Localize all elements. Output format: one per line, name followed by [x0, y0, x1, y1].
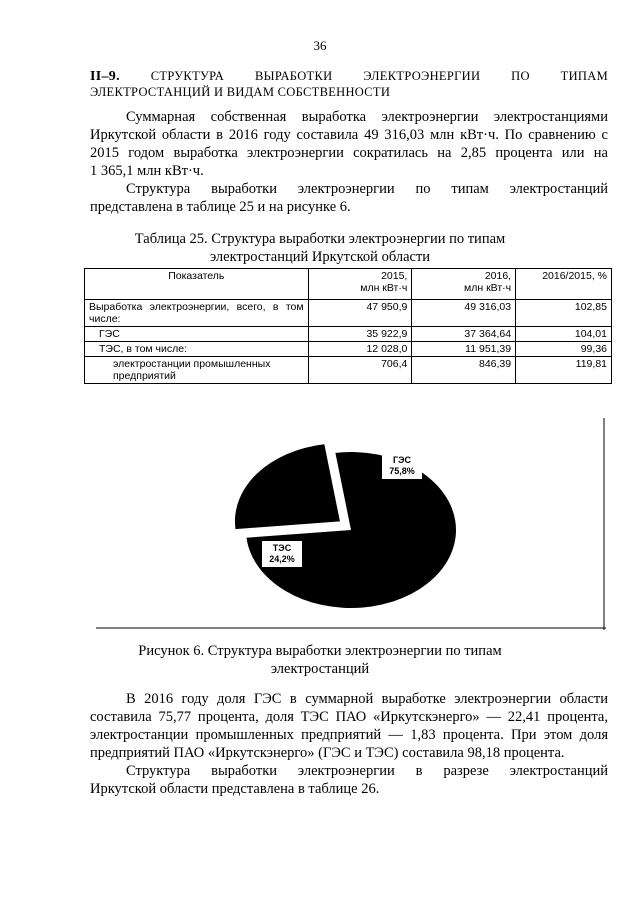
- paragraph-line: Иркутской области представлена в таблице 26.: [90, 781, 380, 797]
- table-row: [85, 300, 612, 327]
- section-heading: [90, 68, 608, 85]
- table-cell: 102,85: [516, 300, 612, 327]
- pie-label-tes: [262, 541, 302, 567]
- paragraph-line: В 2016 году доля ГЭС в суммарной выработке электроэнергии области: [126, 691, 608, 707]
- paragraph-line: предприятий ПАО «Иркутскэнерго» (ГЭС и ТЭС) составила 98,18 процента.: [90, 745, 565, 761]
- table-header-cell: Показатель: [85, 269, 309, 300]
- paragraph-line: Структура выработки электроэнергии по типам электростанций: [126, 181, 608, 197]
- table-cell: 12 028,0: [308, 342, 412, 357]
- table-cell: 104,01: [516, 327, 612, 342]
- table-header-cell: 2016/2015, %: [516, 269, 612, 300]
- table-cell: 846,39: [412, 357, 516, 384]
- table-header-row: [85, 269, 612, 300]
- paragraph-line: представлена в таблице 25 и на рисунке 6.: [90, 199, 351, 215]
- table-header-cell: 2016, млн кВт·ч: [412, 269, 516, 300]
- paragraph-line: электростанции промышленных предприятий — 1,83 процента. При этом доля: [90, 727, 608, 743]
- paragraph-line: Структура выработки электроэнергии в разрезе электростанций: [126, 763, 608, 779]
- table-row: [85, 342, 612, 357]
- table-caption-line: Таблица 25. Структура выработки электроэнергии по типам: [134, 231, 506, 247]
- pie-label-name: ТЭС: [272, 543, 292, 553]
- table-cell: 706,4: [308, 357, 412, 384]
- table-25: [84, 268, 612, 384]
- table-cell: 37 364,64: [412, 327, 516, 342]
- pie-label-name: ГЭС: [392, 455, 412, 465]
- paragraph-3: [90, 690, 608, 762]
- figure-caption-line: электростанций: [270, 661, 370, 677]
- table-header-cell: 2015, млн кВт·ч: [308, 269, 412, 300]
- table-row: [85, 327, 612, 342]
- section-title-line1: СТРУКТУРА ВЫРАБОТКИ ЭЛЕКТРОЭНЕРГИИ ПО ТИПАМ: [150, 69, 608, 83]
- table-cell: 11 951,39: [412, 342, 516, 357]
- section-number: II–9.: [90, 69, 120, 84]
- pie-label-value: 75,8%: [389, 466, 415, 476]
- page-number: 36: [313, 38, 327, 53]
- table-caption: [0, 230, 640, 266]
- figure-caption-line: Рисунок 6. Структура выработки электроэнергии по типам: [138, 643, 502, 659]
- table-cell: Выработка электроэнергии, всего, в том числе:: [85, 300, 309, 327]
- table-cell: электростанции промышленных предприятий: [85, 357, 309, 384]
- table-cell: ГЭС: [85, 327, 309, 342]
- paragraph-4: [90, 762, 608, 798]
- paragraph-1: [90, 108, 608, 180]
- paragraph-line: 1 365,1 млн кВт·ч.: [90, 163, 204, 179]
- pie-label-value: 24,2%: [269, 554, 295, 564]
- paragraph-2: [90, 180, 608, 216]
- table-cell: 119,81: [516, 357, 612, 384]
- pie-chart: [96, 418, 606, 630]
- pie-label-ges: [382, 453, 422, 479]
- paragraph-line: Суммарная собственная выработка электроэнергии электростанциями: [126, 109, 608, 125]
- table-cell: 49 316,03: [412, 300, 516, 327]
- paragraph-line: Иркутской области в 2016 году составила 49 316,03 млн кВт·ч. По сравнению с: [90, 127, 608, 143]
- section-title-line2: ЭЛЕКТРОСТАНЦИЙ И ВИДАМ СОБСТВЕННОСТИ: [90, 85, 391, 99]
- pie-slice-tes: [235, 444, 340, 529]
- table-cell: ТЭС, в том числе:: [85, 342, 309, 357]
- paragraph-line: составила 75,77 процента, доля ТЭС ПАО «Иркутскэнерго» — 22,41 процента,: [90, 709, 608, 725]
- pie-chart-svg: [96, 418, 606, 630]
- table-row: [85, 357, 612, 384]
- table-cell: 47 950,9: [308, 300, 412, 327]
- table-caption-line: электростанций Иркутской области: [209, 249, 431, 265]
- paragraph-line: 2015 годом выработка электроэнергии сократилась на 2,85 процента или на: [90, 145, 608, 161]
- table-cell: 35 922,9: [308, 327, 412, 342]
- figure-caption: [0, 642, 640, 678]
- table-cell: 99,36: [516, 342, 612, 357]
